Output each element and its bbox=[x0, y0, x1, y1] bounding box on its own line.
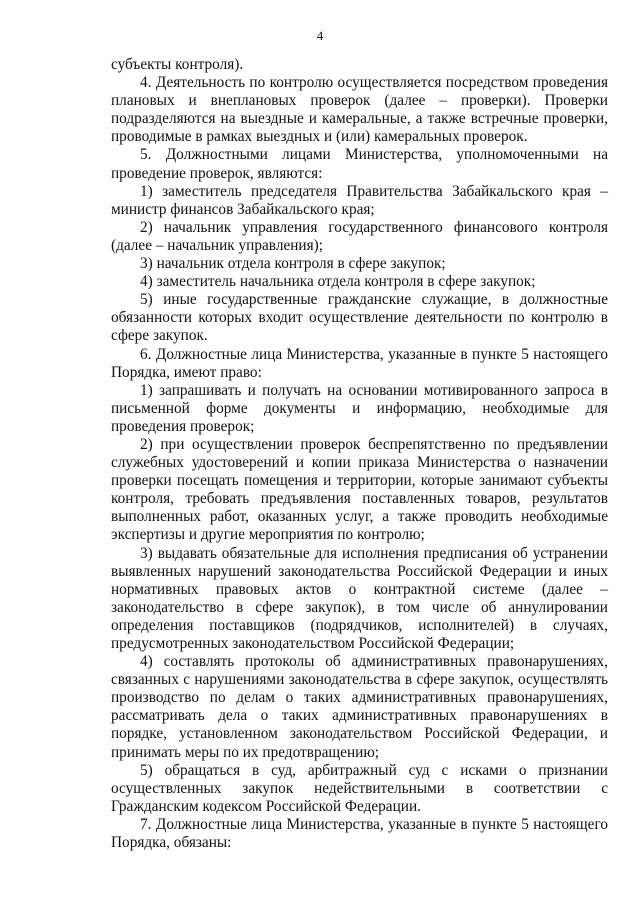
subitem-5-1: 1) заместитель председателя Правительства Забайкальского края – министр финансов Забайкальского края; bbox=[111, 182, 608, 218]
document-body bbox=[111, 56, 608, 852]
page-number: 4 bbox=[316, 28, 324, 43]
paragraph-item-4: 4. Деятельность по контролю осуществляется посредством проведения плановых и внеплановых проверок (далее – проверки). Проверки подразделяются на выездные и камеральные, а также встречные проверки, проводимые в рамках выездных и (или) камеральных проверок. bbox=[111, 74, 608, 146]
subitem-5-4: 4) заместитель начальника отдела контроля в сфере закупок; bbox=[140, 273, 536, 291]
paragraph-item-5: 5. Должностными лицами Министерства, уполномоченными на проведение проверок, являются: bbox=[111, 146, 608, 182]
paragraph-item-6: 6. Должностные лица Министерства, указанные в пункте 5 настоящего Порядка, имеют право: bbox=[111, 345, 608, 381]
paragraph-continuation: субъекты контроля). bbox=[111, 56, 244, 73]
paragraph-item-7: 7. Должностные лица Министерства, указанные в пункте 5 настоящего Порядка, обязаны: bbox=[111, 815, 608, 852]
subitem-6-3: 3) выдавать обязательные для исполнения предписания об устранении выявленных нарушений законодательства Российской Федерации и иных нормативных правовых актов о контрактной системе (далее – законодательство в сфере закупок), в том числе об аннулировании определения поставщиков (подрядчиков, исполнителей) в случаях, предусмотренных законодательством Российской Федерации; bbox=[111, 544, 608, 652]
subitem-6-4: 4) составлять протоколы об административных правонарушениях, связанных с нарушениями законодательства в сфере закупок, осуществлять производство по делам о таких административных правонарушениях, рассматривать дела о таких административных правонарушениях в порядке, установленном законодательством Российской Федерации, и принимать меры по их предотвращению; bbox=[111, 653, 608, 761]
subitem-6-2: 2) при осуществлении проверок беспрепятственно по предъявлении служебных удостоверений и копии приказа Министерства о назначении проверки посещать помещения и территории, которые занимают субъекты контроля, требовать предъявления поставленных товаров, результатов выполненных работ, оказанных услуг, а также проводить необходимые экспертизы и другие мероприятия по контролю; bbox=[111, 435, 608, 544]
subitem-5-5: 5) иные государственные гражданские служащие, в должностные обязанности которых входит осуществление деятельности по контролю в сфере закупок. bbox=[111, 291, 608, 345]
subitem-6-1: 1) запрашивать и получать на основании мотивированного запроса в письменной форме документы и информацию, необходимые для проведения проверок; bbox=[111, 381, 608, 435]
subitem-5-3: 3) начальник отдела контроля в сфере закупок; bbox=[140, 255, 446, 273]
subitem-5-2: 2) начальник управления государственного финансового контроля (далее – начальник управления); bbox=[111, 218, 608, 254]
subitem-6-5: 5) обращаться в суд, арбитражный суд с исками о признании осуществленных закупок недействительными в соответствии с Гражданским кодексом Российской Федерации. bbox=[111, 761, 608, 815]
